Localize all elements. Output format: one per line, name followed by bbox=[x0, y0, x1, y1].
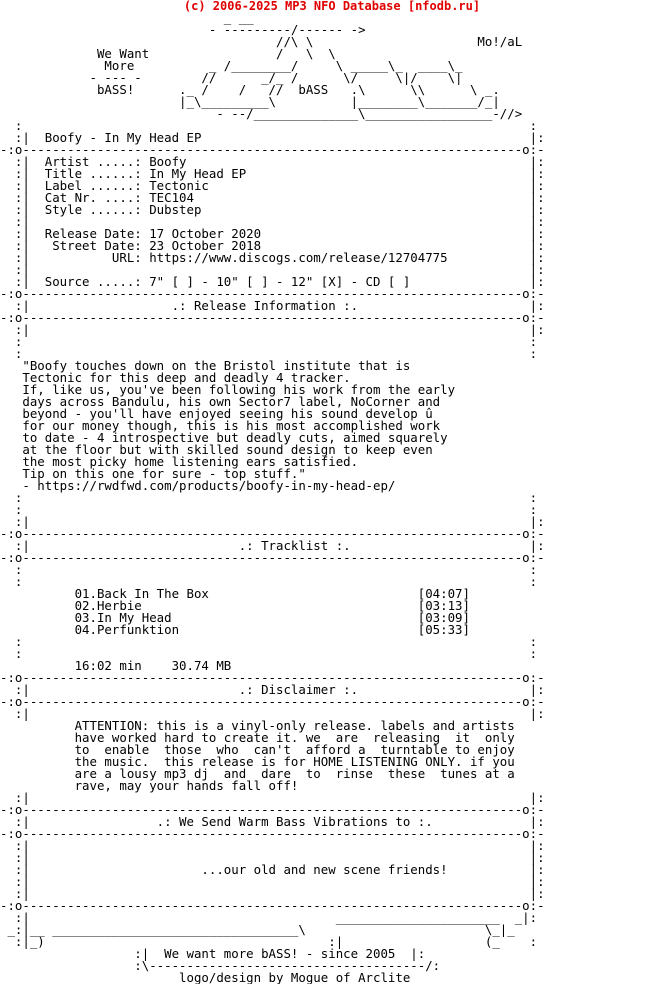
site-header-link[interactable]: (c) 2006-2025 MP3 NFO Database [nfodb.ru] bbox=[183, 0, 481, 13]
nfo-text-body: _ __ - ---------/------ -> //\ \ Mo!/aL We Want / \ \ More _ /________/ \ _____\_ ____\_ - --- - // _/_ / \/ \|/ \| bASS! ._ / / // bASS .\ \\ \ _. |_\_________\ |________\_______/_| - --/______________\_________________-//> : : :| Boofy - In My Head EP |: -:o-------------------------------------------------------------------o:- :| Artist .....: Boofy |: :| Title ......: In My Head EP |: :| Label ......: Tectonic |: :| Cat Nr. ....: TEC104 |: :| Style ......: Dubstep |: :| |: :| Release Date: 17 October 2020 |: :| Street Date: 23 October 2018 |: :| URL: https://www.discogs.com/release/12704775 |: :| |: :| Source .....: 7" [ ] - 10" [ ] - 12" [X] - CD [ ] |: -:o-------------------------------------------------------------------o:- :| .: Release Information :. |: -:o-------------------------------------------------------------------o:- :| |: : : : : "Boofy touches down on the Bristol institute that is Tectonic for this deep and deadly 4 tracker. If, like us, you've been following his work from the early days across Bandulu, his own Sector7 label, NoCorner and beyond - you'll have enjoyed seeing his sound develop û for our money though, this is his most accomplished work to date - 4 introspective but deadly cuts, aimed squarely at the floor but with skilled sound design to keep even the most picky home listening ears satisfied. Tip on this one for sure - top stuff." - https://rwdfwd.com/products/boofy-in-my-head-ep/ : : : : :| |: -:o-------------------------------------------------------------------o:- :| .: Tracklist :. |: -:o-------------------------------------------------------------------o:- : : : : 01.Back In The Box [04:07] 02.Herbie [03:13] 03.In My Head [03:09] 04.Perfunktion [05:33] : : : : 16:02 min 30.74 MB -:o-------------------------------------------------------------------o:- :| .: Disclaimer :. |: -:o-------------------------------------------------------------------o:- :| |: ATTENTION: this is a vinyl-only release. labels and artists have worked hard to create it. we are releasing it only to enable those who can't afford a turntable to enjoy the music. this release is for HOME LISTENING ONLY. if you are a lousy mp3 dj and dare to rinse these tunes at a rave, may your hands fall off! :| |: -:o-------------------------------------------------------------------o:- :| .: We Send Warm Bass Vibrations to :. |: -:o-------------------------------------------------------------------o:- :| |: :| |: :| ...our old and new scene friends! |: :| |: :| |: -:o-------------------------------------------------------------------o:- :| ______________________ _|: _:|__ _________________________________\ \_|_ :|_) :| (_ : :| We want more bASS! - since 2005 |: :\-------------------------------------/: logo/design by Mogue of Arclite bbox=[0, 10, 545, 984]
